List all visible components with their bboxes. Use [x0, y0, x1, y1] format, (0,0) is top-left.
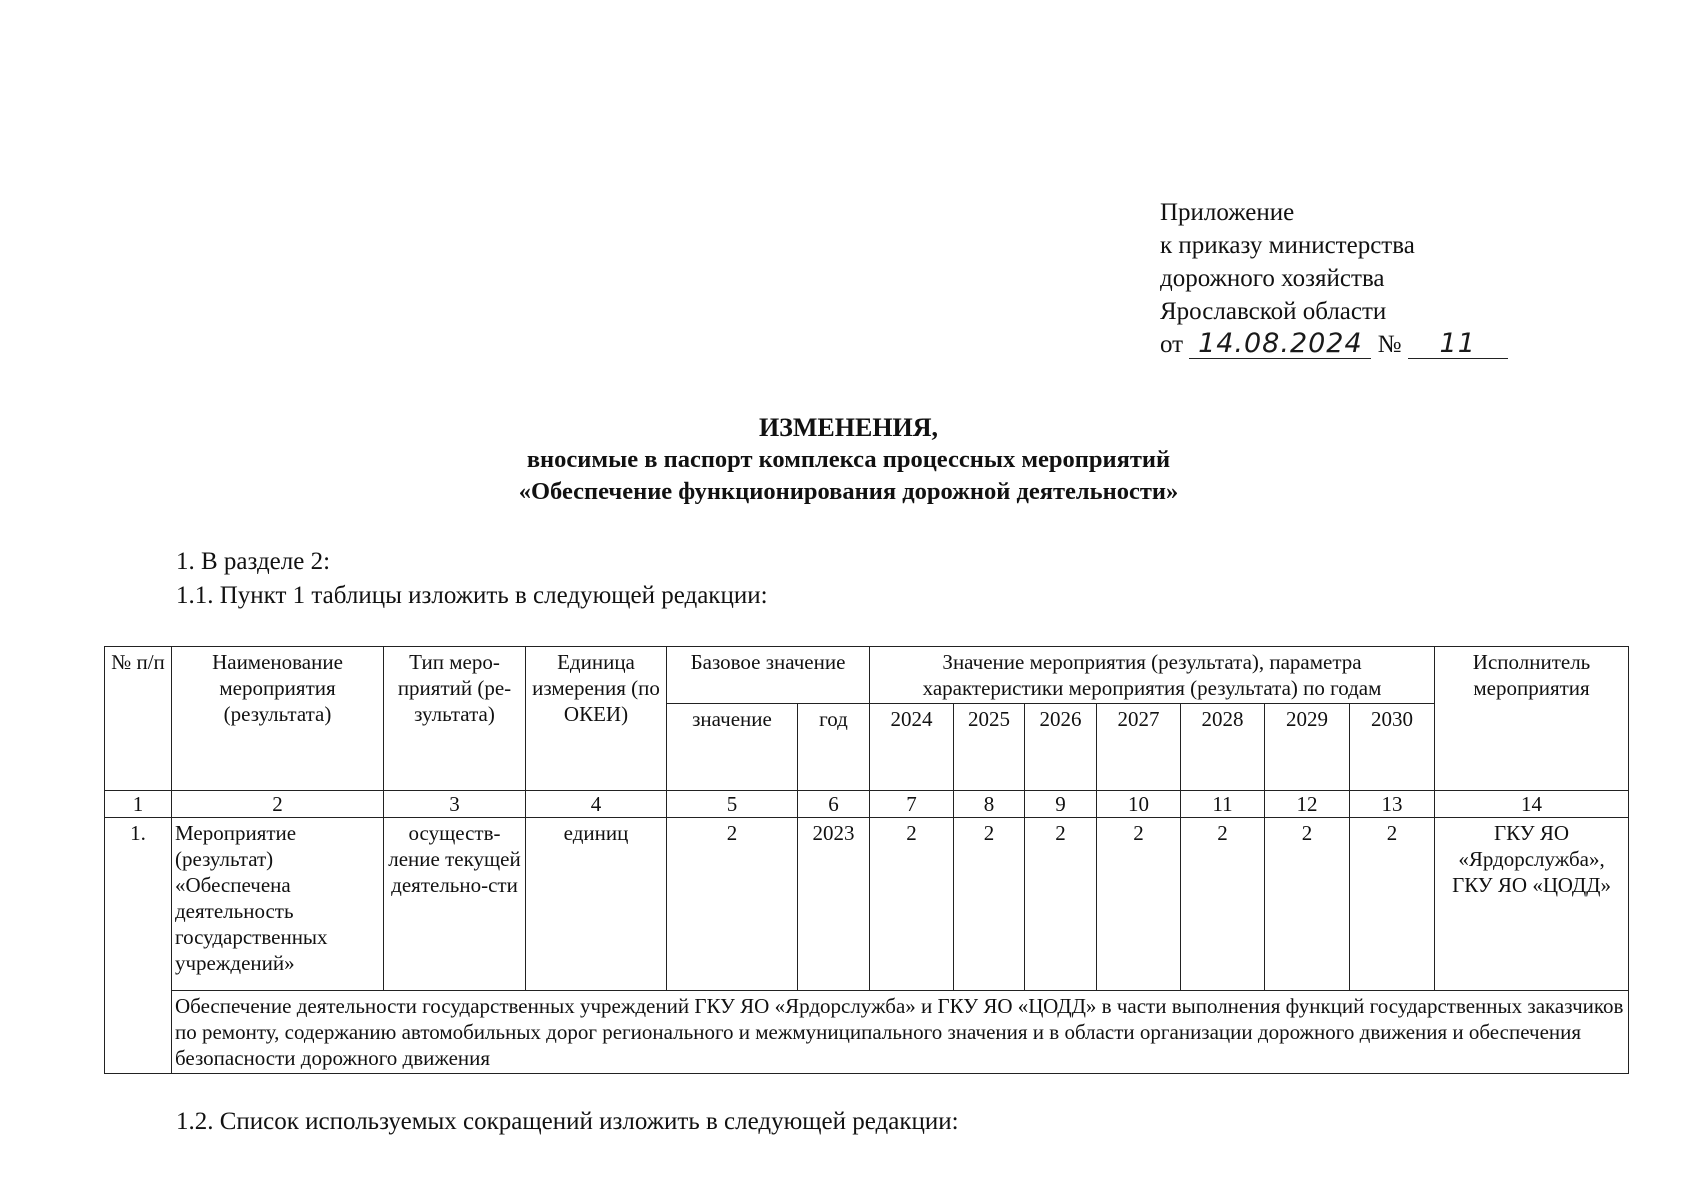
- row-base-year: 2023: [798, 818, 870, 991]
- item-1-2: 1.2. Список используемых сокращений изложить в следующей редакции:: [176, 1108, 959, 1135]
- row-description: Обеспечение деятельности государственных учреждений ГКУ ЯО «Ярдорслужба» и ГКУ ЯО «ЦОДД» в части выполнения функций государственных заказчиков по ремонту, содержанию автомобильных дорог регионального и межмуниципального значения и в области организации дорожного движения и обеспечения безопасности дорожного движения: [172, 991, 1629, 1074]
- col-num-11: 11: [1181, 791, 1265, 818]
- col-num-2: 2: [172, 791, 384, 818]
- header-year-2028: 2028: [1181, 704, 1265, 791]
- number-prefix: №: [1377, 331, 1402, 358]
- header-values: Значение мероприятия (результата), параметра характеристики мероприятия (результата) по годам: [870, 647, 1435, 704]
- row-type: осуществ-ление текущей деятельно-сти: [384, 818, 526, 991]
- header-unit: Единица измерения (по ОКЕИ): [526, 647, 667, 791]
- row-value-2026: 2: [1025, 818, 1097, 991]
- col-num-5: 5: [667, 791, 798, 818]
- annex-date-line: [1160, 328, 1508, 361]
- header-base: Базовое значение: [667, 647, 870, 704]
- handwritten-date: 14.08.2024: [1189, 330, 1371, 359]
- header-base-year: год: [798, 704, 870, 791]
- row-base-value: 2: [667, 818, 798, 991]
- handwritten-number: 11: [1408, 330, 1508, 359]
- header-name: Наименование мероприятия (результата): [172, 647, 384, 791]
- row-value-2024: 2: [870, 818, 954, 991]
- row-value-2030: 2: [1350, 818, 1435, 991]
- document-title: [0, 412, 1697, 508]
- header-year-2026: 2026: [1025, 704, 1097, 791]
- annex-line-4: Ярославской области: [1160, 298, 1387, 325]
- header-year-2027: 2027: [1097, 704, 1181, 791]
- row-executor: ГКУ ЯО «Ярдорслужба», ГКУ ЯО «ЦОДД»: [1435, 818, 1629, 991]
- col-num-6: 6: [798, 791, 870, 818]
- header-row-1: [105, 647, 1629, 704]
- col-num-4: 4: [526, 791, 667, 818]
- changes-table: [104, 646, 1629, 1074]
- header-year-2024: 2024: [870, 704, 954, 791]
- table-row: [105, 818, 1629, 991]
- column-number-row: [105, 791, 1629, 818]
- row-num: 1.: [105, 818, 172, 1074]
- row-value-2027: 2: [1097, 818, 1181, 991]
- header-base-value: значение: [667, 704, 798, 791]
- annex-line-3: дорожного хозяйства: [1160, 265, 1385, 292]
- annex-block: [1160, 196, 1508, 361]
- row-name: Мероприятие (результат) «Обеспечена деятельность государственных учреждений»: [172, 818, 384, 991]
- col-num-13: 13: [1350, 791, 1435, 818]
- item-1-1: 1.1. Пункт 1 таблицы изложить в следующей редакции:: [176, 582, 768, 609]
- section-heading: 1. В разделе 2:: [176, 548, 331, 575]
- row-value-2028: 2: [1181, 818, 1265, 991]
- col-num-7: 7: [870, 791, 954, 818]
- header-executor: Исполнитель мероприятия: [1435, 647, 1629, 791]
- col-num-12: 12: [1265, 791, 1350, 818]
- title-line-2: вносимые в паспорт комплекса процессных мероприятий: [526, 446, 1171, 473]
- annex-line-1: Приложение: [1160, 199, 1295, 226]
- header-year-2025: 2025: [954, 704, 1025, 791]
- title-line-1: ИЗМЕНЕНИЯ,: [758, 413, 939, 442]
- title-line-3: «Обеспечение функционирования дорожной деятельности»: [518, 478, 1179, 505]
- col-num-3: 3: [384, 791, 526, 818]
- col-num-8: 8: [954, 791, 1025, 818]
- date-prefix: от: [1160, 331, 1184, 358]
- col-num-14: 14: [1435, 791, 1629, 818]
- annex-line-2: к приказу министерства: [1160, 232, 1415, 259]
- header-year-2030: 2030: [1350, 704, 1435, 791]
- row-value-2025: 2: [954, 818, 1025, 991]
- header-type: Тип меро-приятий (ре-зультата): [384, 647, 526, 791]
- header-num: № п/п: [105, 647, 172, 791]
- row-unit: единиц: [526, 818, 667, 991]
- header-year-2029: 2029: [1265, 704, 1350, 791]
- row-value-2029: 2: [1265, 818, 1350, 991]
- col-num-1: 1: [105, 791, 172, 818]
- col-num-10: 10: [1097, 791, 1181, 818]
- description-row: [105, 991, 1629, 1074]
- col-num-9: 9: [1025, 791, 1097, 818]
